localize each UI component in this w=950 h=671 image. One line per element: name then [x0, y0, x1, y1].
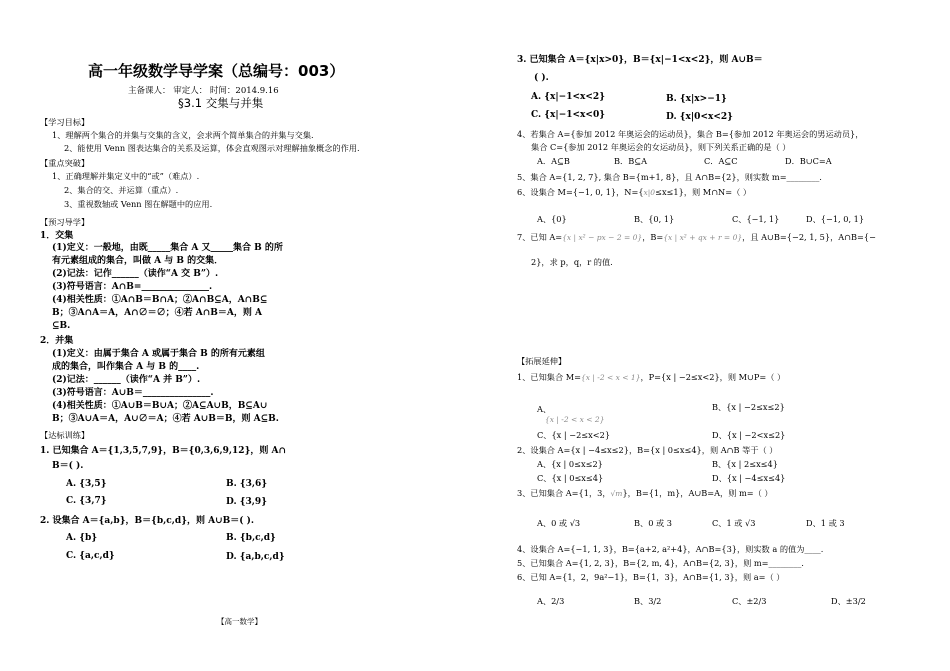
question-2: 2. 设集合 A＝{a,b}，B＝{b,c,d}，则 A∪B＝( ). [40, 516, 255, 526]
ext-question-5: 5、已知集合 A={1, 2, 3}，B={2, m, 4}，A∩B={2, 3}，则 m=________. [517, 558, 804, 568]
q6-option-b: B、{0, 1} [634, 214, 675, 224]
q2-option-d: D. {a,b,c,d} [226, 552, 285, 562]
ext1-option-b: B、{x | −2≤x≤2} [712, 402, 785, 412]
q7-text: 7、已知 A= [517, 232, 563, 242]
q3-option-d: D. {x|0<x<2} [666, 112, 733, 122]
preview-line: (4)相关性质：①A∩B＝B∩A；②A∩B⊆A，A∩B⊆ [52, 295, 268, 305]
preview-line: ⊆B. [52, 321, 71, 331]
q1-option-a: A. {3,5} [66, 479, 107, 489]
page-footer: 【高一数学】 [217, 617, 262, 626]
q7-text-end: ，且 A∪B={−2, 1, 5}，A∩B={− [742, 232, 876, 242]
question-7-cont: 2}，求 p，q，r 的值. [531, 257, 613, 267]
preview-line: (2)记法：______（读作“A 并 B”）. [52, 375, 201, 385]
q3-option-a: A. {x|−1<x<2} [531, 92, 605, 102]
ext2-option-c: C、{x | 0≤x≤4} [537, 473, 604, 483]
ext2-option-b: B、{x | 2≤x≤4} [712, 459, 778, 469]
q4-option-a: A．A⊆B [537, 156, 570, 166]
practice-head: 【达标训练】 [40, 430, 90, 440]
q1-option-b: B. {3,6} [226, 479, 268, 489]
question-1: 1. 已知集合 A＝{1,3,5,7,9}，B＝{0,3,6,9,12}，则 A∩ [40, 446, 287, 456]
question-6 [517, 187, 751, 198]
ext-question-2: 2、设集合 A={x | −4≤x≤2}，B={x | 0≤x≤4}，则 A∩B 等于（ ） [517, 445, 778, 455]
q7-set-a-formula: {x | x² − px − 2 = 0} [562, 233, 643, 242]
q6-option-d: D、{−1, 0, 1} [806, 214, 865, 224]
preview-head: 【预习导学】 [40, 217, 90, 227]
ext1-a-label: A、 [537, 404, 552, 414]
question-4: 4、若集合 A={参加 2012 年奥运会的运动员}，集合 B={参加 2012 年奥运会的男运动员}， [517, 129, 864, 139]
preview-line: (3)符号语言：A∩B=_______________. [52, 282, 213, 292]
question-3: 3. 已知集合 A＝{x|x>0}，B＝{x|−1<x<2}，则 A∪B＝ [517, 55, 763, 65]
ext3-text-end: }，B={1，m}，A∪B=A，则 m=（ ） [622, 488, 773, 498]
preview-line: B；③A∩A＝A，A∩∅＝∅；④若 A∩B＝A，则 A [52, 308, 262, 318]
ext6-option-c: C、±2/3 [732, 596, 767, 606]
ext3-text: 3、已知集合 A={1，3， [517, 488, 611, 498]
q2-option-c: C. {a,c,d} [66, 551, 115, 561]
q4-option-d: D．B∪C=A [785, 156, 832, 166]
preview-line: B；③A∪A＝A，A∪∅＝A；④若 A∪B＝B，则 A⊆B. [52, 414, 279, 424]
ext6-option-a: A、2/3 [537, 596, 565, 606]
ext1-text: 1、已知集合 M= [517, 372, 581, 382]
ext1-a-formula: {x | -2 < x < 2} [545, 415, 605, 424]
question-4-cont: 集合 C={参加 2012 年奥运会的女运动员}，则下列关系正确的是（ ） [531, 142, 791, 152]
ext1-text-end: ，P={x | −2≤x<2}，则 M∪P=（ ） [640, 372, 786, 382]
q3-option-b: B. {x|x>−1} [666, 94, 727, 104]
q4-option-c: C．A⊆C [704, 156, 738, 166]
goal-item: 2、能使用 Venn 图表达集合的关系及运算，体会直观图示对理解抽象概念的作用. [64, 143, 360, 153]
q6-text: 6、设集合 M={−1, 0, 1}，N={ [517, 187, 644, 197]
ext1-option-c: C、{x | −2≤x<2} [537, 430, 611, 440]
key-point-item: 3、重视数轴或 Venn 图在解题中的应用. [64, 199, 213, 209]
question-7 [517, 232, 876, 243]
ext-question-1 [517, 372, 785, 383]
q4-option-b: B．B⊆A [614, 156, 647, 166]
key-point-item: 1、正确理解并集定义中的“或”（难点）. [52, 171, 200, 181]
q3-option-c: C. {x|−1<x<0} [531, 110, 605, 120]
q6-formula: x|0 [643, 188, 656, 197]
extension-head: 【拓展延伸】 [517, 356, 567, 366]
ext2-option-a: A、{x | 0≤x≤2} [537, 459, 603, 469]
key-point-item: 2、集合的交、并运算（重点）. [64, 185, 179, 195]
learning-goals-head: 【学习目标】 [40, 117, 90, 127]
q7-set-b-formula: {x | x² + qx + r = 0} [663, 233, 743, 242]
ext3-option-a: A、0 或 √3 [537, 518, 581, 528]
ext6-option-b: B、3/2 [634, 596, 662, 606]
union-heading: 2．并集 [40, 336, 74, 346]
ext3-option-b: B、0 或 3 [634, 518, 673, 528]
q6-option-c: C、{−1, 1} [732, 214, 780, 224]
worksheet-title: 高一年级数学导学案（总编号：003） [88, 62, 345, 80]
preview-line: (1)定义：由属于集合 A 或属于集合 B 的所有元素组 [52, 349, 265, 359]
ext3-option-d: D、1 或 3 [806, 518, 845, 528]
preview-line: 成的集合，叫作集合 A 与 B 的____. [52, 362, 200, 372]
ext-question-4: 4、设集合 A={−1, 1, 3}，B={a+2, a²+4}，A∩B={3}，则实数 a 的值为____. [517, 544, 824, 554]
ext6-option-d: D、±3/2 [831, 596, 866, 606]
q7-text-mid: ，B= [642, 232, 664, 242]
q1-option-d: D. {3,9} [226, 497, 267, 507]
q1-option-c: C. {3,7} [66, 496, 107, 506]
preview-line: (4)相关性质：①A∪B＝B∪A；②A⊆A∪B，B⊆A∪ [52, 401, 268, 411]
preview-line: (1)定义：一般地，由既_____集合 A 又_____集合 B 的所 [52, 243, 283, 253]
key-points-head: 【重点突破】 [40, 158, 90, 168]
section-heading: §3.1 交集与并集 [178, 96, 264, 110]
ext1-formula: {x | -2 < x < 1} [581, 373, 641, 382]
preview-line: (2)记法：记作______（读作“A 交 B”）. [52, 269, 219, 279]
preview-line: 有元素组成的集合，叫做 A 与 B 的交集． [52, 256, 224, 266]
goal-item: 1、理解两个集合的并集与交集的含义，会求两个简单集合的并集与交集. [52, 130, 314, 140]
ext-question-3 [517, 488, 773, 499]
ext-question-6: 6、已知 A={1，2，9a²−1}，B={1，3}，A∩B={1, 3}，则 a=（ ） [517, 572, 785, 582]
question-5: 5、集合 A={1, 2, 7}, 集合 B={m+1, 8}，且 A∩B={2}，则实数 m=________. [517, 172, 822, 182]
ext3-option-c: C、1 或 √3 [712, 518, 756, 528]
question-1-cont: B＝( ). [52, 461, 84, 471]
intersection-heading: 1．交集 [40, 231, 74, 241]
question-3-cont: ( ). [534, 73, 549, 83]
ext2-option-d: D、{x | −4≤x≤4} [712, 473, 786, 483]
preview-line: (3)符号语言：A∪B＝_______________. [52, 388, 214, 398]
q2-option-b: B. {b,c,d} [226, 533, 276, 543]
ext1-option-d: D、{x | −2<x≤2} [712, 430, 786, 440]
q2-option-a: A. {b} [66, 533, 98, 543]
q6-text-end: ≤x≤1}，则 M∩N=（ ） [655, 187, 752, 197]
ext3-formula: √m [610, 489, 623, 498]
author-meta-line: 主备课人： 审定人： 时间：2014.9.16 [128, 86, 279, 96]
q6-option-a: A、{0} [537, 214, 567, 224]
